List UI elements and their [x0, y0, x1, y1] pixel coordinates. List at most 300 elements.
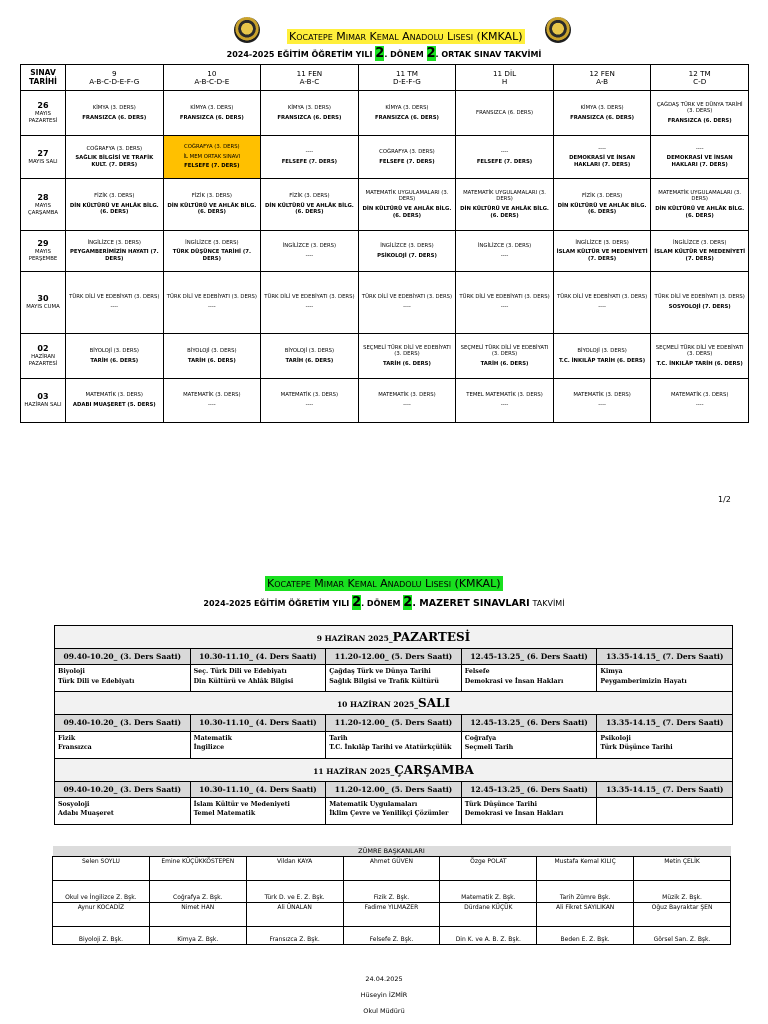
exam-cell — [553, 334, 651, 379]
exam-subject: FRANSIZCA (6. DERS) — [374, 114, 439, 121]
mazeret-weekday: SALI — [418, 696, 451, 711]
exam-subject: COĞRAFYA (3. DERS) — [86, 145, 143, 152]
exam-subject: TÜRK DÜŞÜNCE TARİHİ (7. DERS) — [172, 249, 251, 262]
grade-label: 11 TM — [395, 68, 418, 78]
exam-date-cell — [21, 272, 66, 334]
schedule-subtitle: 2024-2025 EĞİTİM ÖĞRETİM YILI 2. DÖNEM 2. ORTAK SINAV TAKVİMİ — [226, 46, 542, 61]
mazeret-cell — [461, 797, 597, 824]
exam-subject: MATEMATİK (3. DERS) — [280, 392, 339, 399]
exam-month-weekday: HAZİRAN PAZARTESİ — [28, 354, 58, 367]
exam-cell — [358, 91, 456, 136]
grade-label: 12 FEN — [589, 68, 615, 78]
mazeret-subject-row — [55, 797, 733, 824]
exam-date-cell — [21, 231, 66, 272]
teacher-name: Özge POLAT — [440, 857, 537, 881]
teacher-name: Ali ÜNALAN — [246, 903, 343, 927]
teacher-role: Müzik Z. Bşk. — [634, 881, 731, 903]
exam-subject: MATEMATİK (3. DERS) — [85, 392, 143, 399]
exam-subject: DİN KÜLTÜRÜ VE AHLÂK BİLG. (6. DERS) — [557, 202, 647, 216]
exam-subject: İNGİLİZCE (3. DERS) — [87, 239, 141, 246]
exam-subject: İNGİLİZCE (3. DERS) — [672, 239, 727, 246]
page2-school-title: Kocatepe Mimar Kemal Anadolu Lisesi (KMKAL) — [267, 577, 501, 590]
exam-subject: DİN KÜLTÜRÜ VE AHLÂK BİLG. (6. DERS) — [460, 206, 549, 219]
mazeret-subject: Fizik — [58, 734, 76, 742]
exam-number: 2 — [426, 46, 436, 61]
exam-subject: DEMOKRASİ VE İNSAN HAKLARI (7. DERS) — [569, 155, 636, 168]
exam-subject: KİMYA (3. DERS) — [580, 104, 624, 111]
exam-cell — [66, 231, 164, 272]
exam-subject: SEÇMELİ TÜRK DİLİ VE EDEBİYATI (3. DERS) — [655, 344, 744, 358]
exam-subject: ---- — [305, 148, 314, 155]
exam-subject: FİZİK (3. DERS) — [191, 193, 232, 200]
exam-day-number: 27 — [37, 148, 49, 158]
exam-cell — [456, 91, 554, 136]
schedule-header-row — [21, 65, 749, 91]
exam-day-number: 29 — [37, 239, 49, 249]
exam-subject: SOSYOLOJİ (7. DERS) — [668, 304, 731, 310]
teacher-name: Ali Fikret SAYILIKAN — [537, 903, 634, 927]
exam-cell — [163, 334, 261, 379]
exam-subject: FİZİK (3. DERS) — [94, 193, 135, 200]
schedule-row — [21, 231, 749, 272]
teacher-role: Biyoloji Z. Bşk. — [53, 927, 150, 945]
mazeret-subject: Felsefe — [464, 668, 490, 676]
exam-subject: TARİH (6. DERS) — [90, 357, 139, 364]
mazeret-subject: İngilizce — [193, 743, 225, 751]
exam-subject: ---- — [208, 304, 216, 310]
exam-cell — [261, 179, 359, 231]
mazeret-slot-row — [55, 715, 733, 731]
exam-cell — [553, 231, 651, 272]
exam-subject: DİN KÜLTÜRÜ VE AHLÂK BİLG. (6. DERS) — [167, 202, 257, 216]
mazeret-subject: Coğrafya — [464, 734, 497, 742]
exam-cell — [163, 91, 261, 136]
mazeret-subject: Matematik — [193, 734, 232, 742]
mazeret-weekday: ÇARŞAMBA — [394, 762, 474, 777]
exam-subject: BİYOLOJİ (3. DERS) — [89, 347, 139, 354]
exam-subject: T.C. İNKILÂP TARİH (6. DERS) — [656, 360, 743, 367]
exam-subject: İNGİLİZCE (3. DERS) — [380, 242, 434, 249]
date-column-header: SINAV TARİHİ — [21, 65, 66, 91]
teacher-name: Selen SOYLU — [53, 857, 150, 881]
exam-subject: PSİKOLOJİ (7. DERS) — [377, 252, 437, 259]
mazeret-cell — [55, 665, 191, 692]
mazeret-cell — [461, 731, 597, 758]
exam-cell — [651, 379, 749, 423]
exam-subject: FRANSIZCA (6. DERS) — [570, 114, 635, 121]
exam-subject: FRANSIZCA (6. DERS) — [476, 109, 534, 116]
exam-subject: FRANSIZCA (6. DERS) — [277, 114, 342, 121]
exam-subject: BİYOLOJİ (3. DERS) — [187, 347, 237, 354]
section-label: A-B-C — [299, 76, 320, 86]
exam-subject: FELSEFE (7. DERS) — [379, 158, 435, 165]
exam-cell — [553, 272, 651, 334]
exam-day-number: 26 — [37, 101, 49, 111]
teacher-name: Metin ÇELİK — [634, 857, 731, 881]
mazeret-subject-row — [55, 665, 733, 692]
mazeret-day-row — [55, 692, 733, 715]
exam-subject: ---- — [305, 402, 314, 408]
zumre-row — [53, 927, 731, 945]
exam-subject: TARİH (6. DERS) — [383, 360, 431, 367]
exam-subject: İNGİLİZCE (3. DERS) — [185, 239, 239, 246]
mazeret-subject: Çağdaş Türk ve Dünya Tarihi — [329, 668, 431, 676]
exam-subject: FRANSIZCA (6. DERS) — [82, 114, 147, 121]
exam-subject: ADABI MUAŞERET (5. DERS) — [72, 402, 156, 408]
mazeret-subject: İklim Çevre ve Yenilikçi Çözümler — [329, 810, 449, 818]
exam-subject: FELSEFE (7. DERS) — [281, 158, 338, 165]
exam-cell — [651, 179, 749, 231]
teacher-role: Din K. ve A. B. Z. Bşk. — [440, 927, 537, 945]
time-slot-header: 13.35-14.15_ (7. Ders Saati) — [597, 715, 733, 731]
exam-subject: ---- — [500, 402, 509, 408]
exam-cell — [358, 231, 456, 272]
exam-cell — [261, 231, 359, 272]
exam-day-number: 03 — [37, 392, 49, 402]
teacher-role: Fizik Z. Bşk. — [343, 881, 440, 903]
grade-column-header — [163, 65, 261, 91]
time-slot-header: 13.35-14.15_ (7. Ders Saati) — [597, 781, 733, 797]
exam-subject: TÜRK DİLİ VE EDEBİYATI (3. DERS) — [361, 294, 453, 301]
mazeret-day-row — [55, 626, 733, 649]
exam-subject: ---- — [500, 252, 509, 259]
zumre-title-row — [53, 846, 731, 857]
mazeret-subject: Tarih — [329, 734, 348, 742]
mazeret-subject: Fransızca — [58, 743, 92, 751]
time-slot-header: 11.20-12.00_ (5. Ders Saati) — [326, 649, 462, 665]
mazeret-cell — [190, 731, 326, 758]
exam-cell — [651, 91, 749, 136]
schedule-row — [21, 136, 749, 179]
exam-subject: KİMYA (3. DERS) — [92, 104, 136, 111]
mazeret-subject: İslam Kültür ve Medeniyeti — [193, 800, 290, 808]
exam-subject: FELSEFE (7. DERS) — [476, 158, 533, 165]
exam-subject: MATEMATİK (3. DERS) — [378, 392, 436, 399]
exam-subject: SEÇMELİ TÜRK DİLİ VE EDEBİYATI (3. DERS) — [363, 344, 451, 358]
mazeret-cell — [326, 731, 462, 758]
mazeret-cell — [326, 665, 462, 692]
exam-subject: TEMEL MATEMATİK (3. DERS) — [466, 392, 543, 399]
exam-subject: ---- — [598, 402, 606, 408]
exam-cell — [261, 136, 359, 179]
exam-month-weekday: HAZİRAN SALI — [24, 402, 62, 409]
exam-subject: ---- — [305, 252, 314, 259]
exam-cell — [456, 231, 554, 272]
exam-cell — [553, 91, 651, 136]
exam-subject: İNGİLİZCE (3. DERS) — [282, 242, 337, 249]
mazeret-day-header — [55, 626, 733, 649]
exam-cell — [456, 379, 554, 423]
exam-subject: TARİH (6. DERS) — [187, 357, 236, 364]
exam-subject: KİMYA (3. DERS) — [385, 104, 429, 111]
section-label: H — [501, 76, 508, 86]
exam-subject: TÜRK DİLİ VE EDEBİYATI (3. DERS) — [69, 294, 160, 301]
exam-cell — [651, 272, 749, 334]
section-label: D-E-F-G — [393, 76, 421, 86]
mazeret-subject: Psikoloji — [600, 734, 631, 742]
exam-subject: DİN KÜLTÜRÜ VE AHLÂK BİLG. (6. DERS) — [69, 202, 159, 216]
exam-cell — [358, 179, 456, 231]
school-logo-left — [234, 17, 260, 43]
teacher-name: Ahmet GÜVEN — [343, 857, 440, 881]
exam-cell — [553, 379, 651, 423]
exam-subject: ---- — [500, 148, 509, 155]
exam-subject: MATEMATİK (3. DERS) — [183, 392, 241, 399]
mazeret-subject-row — [55, 731, 733, 758]
zumre-title: ZÜMRE BAŞKANLARI — [53, 846, 731, 857]
exam-subject: TÜRK DİLİ VE EDEBİYATI (3. DERS) — [654, 294, 745, 301]
exam-date-cell — [21, 179, 66, 231]
mazeret-cell — [190, 665, 326, 692]
exam-cell — [66, 179, 164, 231]
exam-subject: ---- — [403, 304, 411, 310]
footer-date: 24.04.2025 — [365, 975, 403, 983]
exam-subject: TÜRK DİLİ VE EDEBİYATI (3. DERS) — [459, 294, 550, 301]
teacher-role: Coğrafya Z. Bşk. — [149, 881, 246, 903]
exam-cell — [651, 136, 749, 179]
time-slot-header: 12.45-13.25_ (6. Ders Saati) — [461, 715, 597, 731]
exam-subject: ÇAĞDAŞ TÜRK VE DÜNYA TARİHİ (3. DERS) — [656, 101, 743, 115]
mazeret-subject: Seçmeli Tarih — [464, 743, 514, 751]
mazeret-slot-row — [55, 781, 733, 797]
exam-cell — [456, 272, 554, 334]
school-title: Kocatepe Mimar Kemal Anadolu Lisesi (KMKAL) — [289, 30, 523, 43]
school-logo-right — [545, 17, 571, 43]
exam-cell — [651, 334, 749, 379]
mazeret-day-header — [55, 758, 733, 781]
exam-cell — [456, 136, 554, 179]
exam-subject: BİYOLOJİ (3. DERS) — [577, 347, 627, 354]
mazeret-subject: Demokrasi ve İnsan Hakları — [464, 677, 564, 685]
exam-cell — [358, 334, 456, 379]
time-slot-header: 09.40-10.20_ (3. Ders Saati) — [55, 649, 191, 665]
mazeret-table — [54, 625, 733, 825]
schedule-row — [21, 272, 749, 334]
mazeret-subject: Türk Düşünce Tarihi — [464, 800, 538, 808]
exam-subject: İL MEM ORTAK SINAVI — [183, 153, 241, 160]
exam-subject: İSLAM KÜLTÜR VE MEDENİYETİ (7. DERS) — [654, 249, 746, 262]
teacher-name: Fadime YILMAZER — [343, 903, 440, 927]
exam-date-cell — [21, 91, 66, 136]
grade-label: 11 FEN — [296, 68, 323, 78]
teacher-role: Türk D. ve E. Z. Bşk. — [246, 881, 343, 903]
exam-cell — [261, 334, 359, 379]
teacher-role: Görsel San. Z. Bşk. — [634, 927, 731, 945]
exam-date-cell — [21, 136, 66, 179]
exam-subject: ---- — [403, 402, 411, 408]
exam-cell — [261, 91, 359, 136]
exam-cell — [66, 334, 164, 379]
time-slot-header: 11.20-12.00_ (5. Ders Saati) — [326, 781, 462, 797]
mazeret-date: 9 HAZİRAN 2025_ — [316, 634, 393, 643]
exam-cell — [358, 136, 456, 179]
exam-subject: PEYGAMBERİMİZİN HAYATI (7. DERS) — [69, 249, 159, 262]
exam-subject: FELSEFE (7. DERS) — [184, 163, 240, 170]
grade-column-header — [553, 65, 651, 91]
mazeret-subject: Peygamberimizin Hayatı — [600, 677, 687, 685]
mazeret-cell — [597, 797, 733, 824]
mazeret-cell — [597, 731, 733, 758]
exam-subject: FİZİK (3. DERS) — [289, 193, 330, 200]
grade-label: 9 — [111, 68, 117, 78]
grade-label: 11 DİL — [492, 68, 517, 78]
schedule-row — [21, 179, 749, 231]
mazeret-subtitle: 2024-2025 EĞİTİM ÖĞRETİM YILI 2. DÖNEM 2. MAZERET SINAVLARI TAKVİMİ — [203, 595, 565, 610]
exam-subject: TARİH (6. DERS) — [285, 357, 334, 364]
teacher-role: Fransızca Z. Bşk. — [246, 927, 343, 945]
teacher-name: Vildan KAYA — [246, 857, 343, 881]
exam-day-number: 28 — [37, 192, 49, 202]
exam-subject: SEÇMELİ TÜRK DİLİ VE EDEBİYATI (3. DERS) — [460, 344, 549, 358]
grade-label: 12 TM — [688, 68, 711, 78]
exam-month-weekday: MAYIS PAZARTESİ — [28, 111, 58, 124]
exam-subject: DİN KÜLTÜRÜ VE AHLÂK BİLG. (6. DERS) — [655, 206, 745, 219]
page-number: 1/2 — [718, 495, 731, 504]
exam-cell — [261, 379, 359, 423]
mazeret-subject: T.C. İnkılâp Tarihi ve Atatürkçülük — [329, 743, 452, 751]
exam-subject: MATEMATİK (3. DERS) — [573, 392, 631, 399]
schedule-row — [21, 91, 749, 136]
exam-subject: ---- — [598, 304, 606, 310]
teacher-role: Tarih Zümre Bşk. — [537, 881, 634, 903]
exam-day-number: 30 — [37, 294, 49, 304]
grade-column-header — [456, 65, 554, 91]
teacher-name: Dürdane KÜÇÜK — [440, 903, 537, 927]
exam-subject: COĞRAFYA (3. DERS) — [184, 144, 240, 151]
exam-subject: KİMYA (3. DERS) — [287, 104, 331, 111]
exam-subject: KİMYA (3. DERS) — [190, 104, 234, 111]
exam-subject: FRANSIZCA (6. DERS) — [667, 117, 732, 124]
mazeret-subject: Demokrasi ve İnsan Hakları — [464, 810, 564, 818]
exam-subject: ---- — [598, 145, 606, 152]
section-label: A-B — [596, 76, 609, 86]
section-label: C-D — [693, 76, 707, 86]
exam-subject: ---- — [208, 402, 216, 408]
time-slot-header: 10.30-11.10_ (4. Ders Saati) — [190, 781, 326, 797]
exam-subject: ---- — [695, 145, 704, 152]
exam-subject: ---- — [110, 304, 119, 310]
exam-subject: DİN KÜLTÜRÜ VE AHLÂK BİLG. (6. DERS) — [264, 202, 354, 216]
exam-date-cell — [21, 334, 66, 379]
exam-cell — [66, 136, 164, 179]
exam-subject: T.C. İNKILÂP TARİH (6. DERS) — [559, 357, 646, 364]
exam-month-weekday: MAYIS CUMA — [26, 304, 60, 311]
exam-cell — [651, 231, 749, 272]
exam-date-cell — [21, 379, 66, 423]
zumre-row — [53, 903, 731, 927]
exam-cell — [358, 272, 456, 334]
mazeret-subject: Sağlık Bilgisi ve Trafik Kültürü — [329, 677, 439, 685]
section-label: A-B-C-D-E — [194, 76, 230, 86]
exam-cell — [163, 231, 261, 272]
mazeret-subject: Biyoloji — [58, 668, 85, 676]
mazeret-weekday: PAZARTESİ — [392, 630, 471, 644]
exam-subject: ---- — [695, 402, 704, 408]
exam-subject: FİZİK (3. DERS) — [581, 193, 623, 200]
mazeret-date: 11 HAZİRAN 2025_ — [313, 766, 395, 776]
teacher-role: Beden E. Z. Bşk. — [537, 927, 634, 945]
mazeret-subject: Seç. Türk Dili ve Edebiyatı — [193, 668, 287, 676]
mazeret-subject: Türk Dili ve Edebiyatı — [58, 677, 135, 685]
mazeret-cell — [55, 731, 191, 758]
mazeret-subject: Kimya — [600, 668, 623, 676]
exam-cell — [553, 136, 651, 179]
grade-label: 10 — [207, 68, 217, 78]
mazeret-cell — [461, 665, 597, 692]
exam-subject: İNGİLİZCE (3. DERS) — [575, 239, 629, 246]
exam-cell — [456, 334, 554, 379]
mazeret-subject: Din Kültürü ve Ahlâk Bilgisi — [193, 677, 294, 685]
exam-subject: ---- — [500, 304, 509, 310]
time-slot-header: 10.30-11.10_ (4. Ders Saati) — [190, 649, 326, 665]
mazeret-cell — [190, 797, 326, 824]
mazeret-slot-row — [55, 649, 733, 665]
principal-name: Hüseyin İZMİR — [360, 991, 408, 999]
exam-subject: MATEMATİK UYGULAMALARI (3. DERS) — [658, 189, 742, 203]
mazeret-subject: Matematik Uygulamaları — [329, 800, 418, 808]
exam-cell — [553, 179, 651, 231]
mazeret-subject: Adabı Muaşeret — [58, 810, 114, 818]
schedule-row — [21, 334, 749, 379]
mazeret-subject: Sosyoloji — [58, 800, 90, 808]
exam-subject: MATEMATİK (3. DERS) — [670, 392, 729, 399]
exam-subject: COĞRAFYA (3. DERS) — [379, 148, 435, 155]
exam-subject: MATEMATİK UYGULAMALARI (3. DERS) — [463, 189, 546, 203]
exam-subject: SAĞLIK BİLGİSİ VE TRAFİK KULT. (7. DERS) — [75, 155, 154, 168]
exam-cell — [163, 136, 261, 179]
exam-cell — [163, 179, 261, 231]
exam-subject: TÜRK DİLİ VE EDEBİYATI (3. DERS) — [264, 294, 355, 301]
teacher-name: Mustafa Kemal KILIÇ — [537, 857, 634, 881]
time-slot-header: 12.45-13.25_ (6. Ders Saati) — [461, 781, 597, 797]
grade-column-header — [651, 65, 749, 91]
exam-subject: DİN KÜLTÜRÜ VE AHLÂK BİLG. (6. DERS) — [362, 206, 452, 219]
schedule-row — [21, 379, 749, 423]
exam-cell — [66, 272, 164, 334]
mazeret-cell — [55, 797, 191, 824]
grade-column-header — [261, 65, 359, 91]
time-slot-header: 09.40-10.20_ (3. Ders Saati) — [55, 715, 191, 731]
zumre-row — [53, 857, 731, 881]
exam-subject: TÜRK DİLİ VE EDEBİYATI (3. DERS) — [166, 294, 257, 301]
grade-column-header — [66, 65, 164, 91]
exam-month-weekday: MAYIS PERŞEMBE — [28, 249, 58, 262]
mazeret-day-row — [55, 758, 733, 781]
exam-cell — [358, 379, 456, 423]
time-slot-header: 12.45-13.25_ (6. Ders Saati) — [461, 649, 597, 665]
exam-cell — [163, 272, 261, 334]
zumre-table — [52, 846, 731, 945]
exam-cell — [163, 379, 261, 423]
exam-subject: ---- — [305, 304, 314, 310]
exam-subject: MATEMATİK UYGULAMALARI (3. DERS) — [365, 189, 449, 203]
teacher-role: Matematik Z. Bşk. — [440, 881, 537, 903]
exam-subject: BİYOLOJİ (3. DERS) — [284, 347, 335, 354]
teacher-name: Emine KÜÇÜKKÖSTEPEN — [149, 857, 246, 881]
exam-subject: TARİH (6. DERS) — [480, 360, 529, 367]
exam-month-weekday: MAYIS ÇARŞAMBA — [28, 202, 58, 216]
teacher-name: Nimet HAN — [149, 903, 246, 927]
exam-cell — [261, 272, 359, 334]
mazeret-cell — [326, 797, 462, 824]
time-slot-header: 13.35-14.15_ (7. Ders Saati) — [597, 649, 733, 665]
principal-title: Okul Müdürü — [363, 1007, 405, 1015]
grade-column-header — [358, 65, 456, 91]
mazeret-day-header — [55, 692, 733, 715]
exam-cell — [66, 91, 164, 136]
exam-subject: DEMOKRASİ VE İNSAN HAKLARI (7. DERS) — [666, 155, 733, 168]
time-slot-header: 11.20-12.00_ (5. Ders Saati) — [326, 715, 462, 731]
